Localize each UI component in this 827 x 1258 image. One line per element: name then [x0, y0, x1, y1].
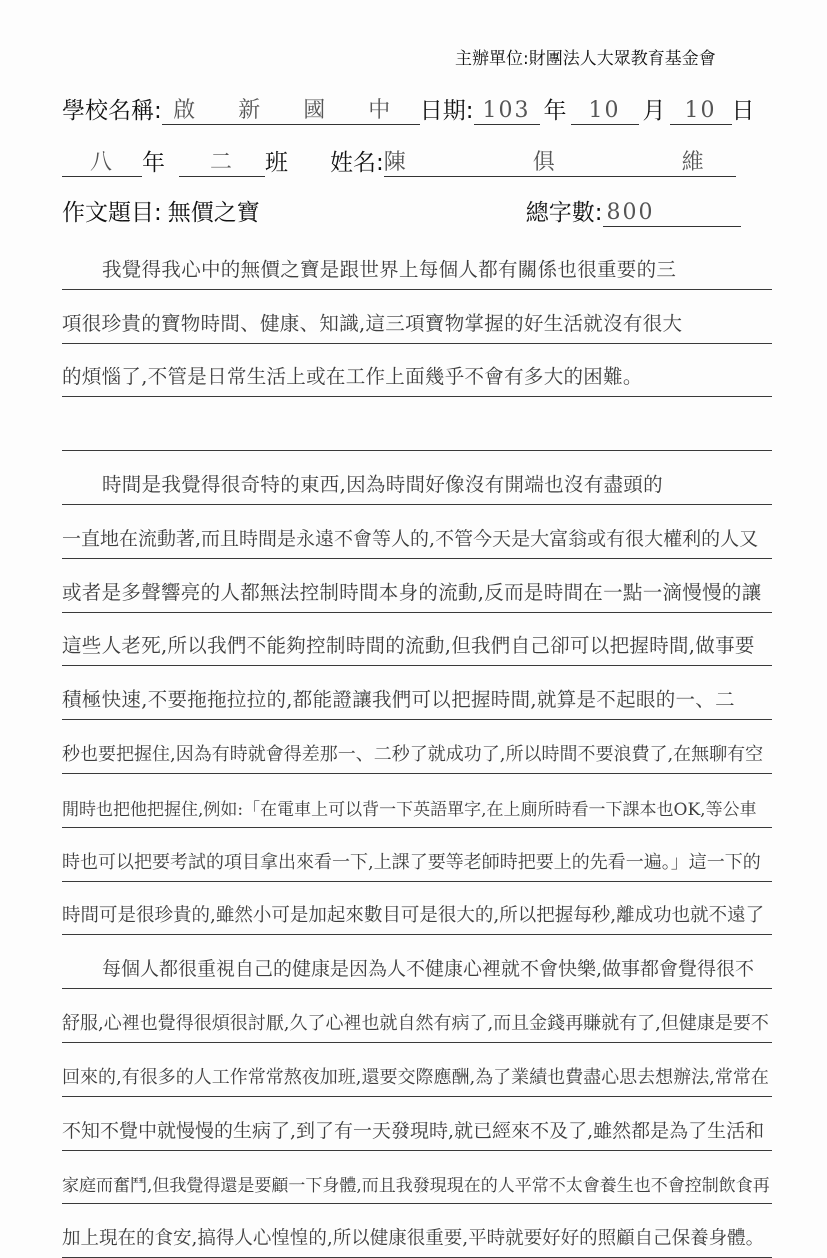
word-count-field[interactable]: 800	[603, 200, 741, 227]
month-field[interactable]: 10	[571, 98, 639, 125]
essay-line: 閒時也把他把握住,例如:「在電車上可以背一下英語單字,在上廁所時看一下課本也OK,等公車	[62, 774, 772, 828]
topic-label: 作文題目:	[62, 200, 162, 226]
class-name-row	[62, 144, 764, 177]
essay-line: 舒服,心裡也覺得很煩很討厭,久了心裡也就自然有病了,而且金錢再賺就有了,但健康是要不	[62, 989, 772, 1043]
essay-line: 這些人老死,所以我們不能夠控制時間的流動,但我們自己卻可以把握時間,做事要	[62, 613, 772, 667]
sponsor-label: 主辦單位:財團法人大眾教育基金會	[455, 49, 716, 69]
school-field[interactable]: 啟 新 國 中	[162, 98, 420, 125]
essay-line: 時間可是很珍貴的,雖然小可是加起來數目可是很大的,所以把握每秒,離成功也就不遠了	[62, 882, 772, 936]
essay-line: 時間是我覺得很奇特的東西,因為時間好像沒有開端也沒有盡頭的	[62, 451, 772, 505]
essay-body	[62, 236, 772, 1258]
word-count-label: 總字數:	[525, 200, 603, 226]
year-field[interactable]: 103	[474, 98, 540, 125]
essay-line: 時也可以把要考試的項目拿出來看一下,上課了要等老師時把要上的先看一遍。」這一下的	[62, 828, 772, 882]
essay-line: 秒也要把握住,因為有時就會得差那一、二秒了就成功了,所以時間不要浪費了,在無聊有空	[62, 720, 772, 774]
topic-value: 無價之寶	[167, 200, 260, 226]
school-date-row	[62, 92, 755, 125]
essay-line: 項很珍貴的寶物時間、健康、知識,這三項寶物掌握的好生活就沒有很大	[62, 290, 772, 344]
essay-line: 的煩惱了,不管是日常生活上或在工作上面幾乎不會有多大的困難。	[62, 344, 772, 398]
class-field[interactable]: 二	[179, 150, 265, 177]
school-label: 學校名稱:	[62, 98, 162, 124]
essay-line	[62, 397, 772, 451]
essay-line: 加上現在的食安,搞得人心惶惶的,所以健康很重要,平時就要好好的照顧自己保養身體。	[62, 1204, 772, 1258]
essay-line: 回來的,有很多的人工作常常熬夜加班,還要交際應酬,為了業績也費盡心思去想辦法,常常在	[62, 1043, 772, 1097]
grade-field[interactable]: 八	[62, 150, 142, 177]
essay-line: 我覺得我心中的無價之寶是跟世界上每個人都有關係也很重要的三	[62, 236, 772, 290]
day-field[interactable]: 10	[670, 98, 732, 125]
class-label: 班	[265, 150, 288, 176]
year-label: 年	[543, 98, 567, 124]
essay-line: 每個人都很重視自己的健康是因為人不健康心裡就不會快樂,做事都會覺得很不	[62, 935, 772, 989]
essay-line: 積極快速,不要拖拖拉拉的,都能證讓我們可以把握時間,就算是不起眼的一、二	[62, 666, 772, 720]
name-field[interactable]: 陳 俱 維	[384, 150, 736, 177]
name-label: 姓名:	[330, 150, 384, 176]
grade-label: 年	[142, 150, 165, 176]
date-label: 日期:	[419, 98, 474, 124]
essay-line: 或者是多聲響亮的人都無法控制時間本身的流動,反而是時間在一點一滴慢慢的讓	[62, 559, 772, 613]
topic-row	[62, 194, 741, 227]
essay-line: 一直地在流動著,而且時間是永遠不會等人的,不管今天是大富翁或有很大權利的人又	[62, 505, 772, 559]
essay-line: 不知不覺中就慢慢的生病了,到了有一天發現時,就已經來不及了,雖然都是為了生活和	[62, 1097, 772, 1151]
essay-line: 家庭而奮鬥,但我覺得還是要顧一下身體,而且我發現現在的人平常不太會養生也不會控制飲食再	[62, 1151, 772, 1205]
month-label: 月	[642, 98, 666, 124]
day-label: 日	[731, 98, 755, 124]
